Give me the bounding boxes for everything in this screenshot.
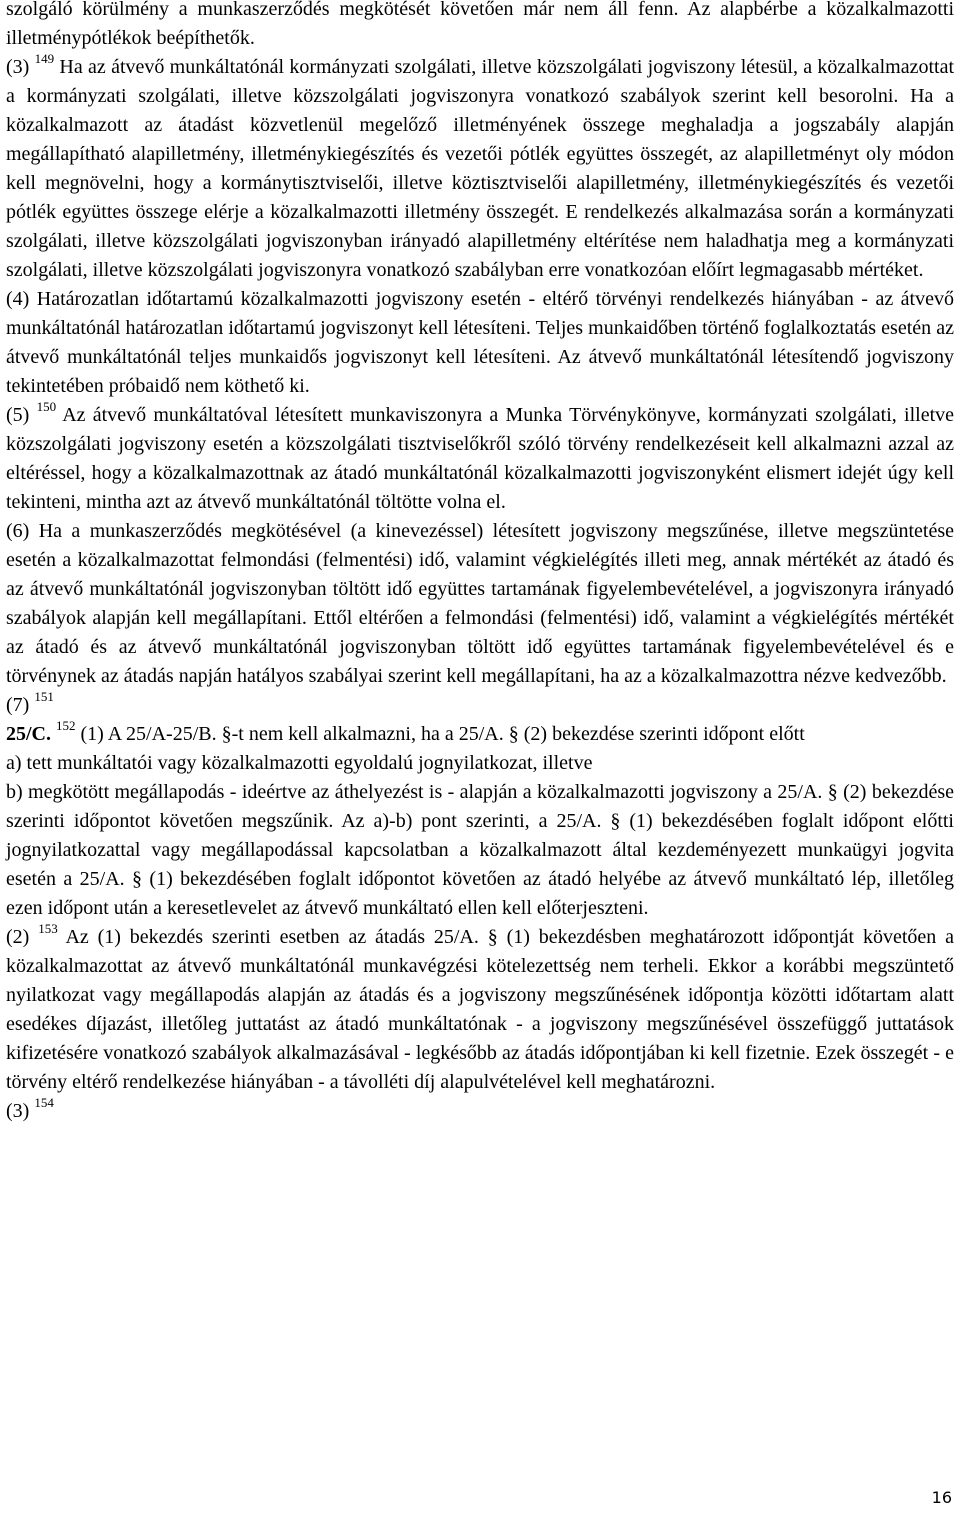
footnote-ref: 149 bbox=[34, 51, 55, 67]
section-number: 25/C. bbox=[6, 723, 51, 745]
footnote-ref: 151 bbox=[34, 689, 54, 705]
paragraph-label: (2) bbox=[6, 926, 30, 948]
document-body bbox=[6, 0, 954, 1126]
paragraph-label: (3) bbox=[6, 1100, 30, 1122]
page-number: 16 bbox=[931, 1488, 952, 1507]
footnote-ref: 150 bbox=[36, 399, 57, 415]
footnote-ref: 154 bbox=[34, 1095, 54, 1111]
footnote-ref: 153 bbox=[38, 921, 58, 937]
paragraph-6: (6) Ha a munkaszerződés megkötésével (a kinevezéssel) létesített jogviszony megszűnése, illetve megszüntetése esetén a közalkalmazottat felmondási (felmentési) idő, valamint végkielégítés illeti meg, annak mértékét az átadó és az átvevő munkáltatónál jogviszonyban töltött idő együttes tartamának figyelembevételével, a jogviszonyra irányadó szabályok alapján kell megállapítani. Ettől eltérően a felmondási (felmentési) idő, valamint a végkielégítés mértékét az átadó és az átvevő munkáltatónál jogviszonyban töltött idő együttes tartamának figyelembevételével és e törvénynek az átadás napján hatályos szabályai szerint kell megállapítani, ha az a közalkalmazottra nézve kedvezőbb. bbox=[6, 520, 954, 687]
section-25c bbox=[6, 720, 954, 749]
paragraph-label: (5) bbox=[6, 404, 30, 426]
paragraph-text: Ha az átvevő munkáltatónál kormányzati szolgálati, illetve közszolgálati jogviszony létesül, a közalkalmazottat a kormányzati szolgálati, illetve közszolgálati jogviszonyra vonatkozó szabályok szerint kell besorolni. Ha a közalkalmazott az átadást közvetlenül megelőző illetményének összege meghaladja a jogszabály alapján megállapítható alapilletmény, illetménykiegészítés és vezetői pótlék együttes összegét, az alapilletményt oly módon kell megnövelni, hogy a kormánytisztviselői, illetve köztisztviselői alapilletmény, illetménykiegészítés és vezetői pótlék együttes összege elérje a közalkalmazotti illetmény összegét. E rendelkezés alkalmazása során a kormányzati szolgálati, illetve közszolgálati jogviszonyban irányadó alapilletmény eltérítése nem haladhatja meg a kormányzati szolgálati, illetve közszolgálati jogviszonyra vonatkozó szabályban erre vonatkozóan előírt legmagasabb mértéket. bbox=[6, 56, 955, 281]
list-item-b: b) megkötött megállapodás - ideértve az áthelyezést is - alapján a közalkalmazotti jogviszony a 25/A. § (2) bekezdése szerinti időpontot követően megszűnik. Az a)-b) pont szerinti, a 25/A. § (1) bekezdésében foglalt időpont előtti jognyilatkozattal vagy megállapodással kapcsolatban a közalkalmazott által kezdeményezett munkaügyi jogvita esetén a 25/A. § (1) bekezdésében foglalt időpontot követően az átadó helyébe az átvevő munkáltató lép, illetőleg ezen időpont után a keresetlevelet az átvevő munkáltató ellen kell előterjeszteni. bbox=[6, 781, 954, 919]
footnote-ref: 152 bbox=[56, 718, 76, 734]
paragraph-3 bbox=[6, 53, 954, 285]
section-25c-paragraph-3 bbox=[6, 1097, 954, 1126]
paragraph-text: Az átvevő munkáltatóval létesített munkaviszonyra a Munka Törvénykönyve, kormányzati szolgálati, illetve közszolgálati jogviszony esetén a közszolgálati tisztviselőkről szóló törvény rendelkezéseit kell alkalmazni azzal az eltéréssel, hogy a közalkalmazottnak az átadó munkáltatónál közalkalmazotti jogviszonyként elismert idejét úgy kell tekinteni, mintha azt az átvevő munkáltatónál töltötte volna el. bbox=[6, 404, 955, 513]
paragraph-text: (1) A 25/A-25/B. §-t nem kell alkalmazni, ha a 25/A. § (2) bekezdése szerinti időpont előtt bbox=[80, 723, 805, 745]
paragraph-5 bbox=[6, 401, 954, 517]
paragraph-label: (3) bbox=[6, 56, 30, 78]
paragraph-7 bbox=[6, 691, 954, 720]
section-25c-paragraph-2 bbox=[6, 923, 954, 1097]
list-item-a: a) tett munkáltatói vagy közalkalmazotti egyoldalú jognyilatkozat, illetve bbox=[6, 752, 593, 774]
paragraph-continuation: szolgáló körülmény a munkaszerződés megkötését követően már nem áll fenn. Az alapbérbe a közalkalmazotti illetménypótlékok beépíthetők. bbox=[6, 0, 954, 49]
paragraph-4: (4) Határozatlan időtartamú közalkalmazotti jogviszony esetén - eltérő törvényi rendelkezés hiányában - az átvevő munkáltatónál határozatlan időtartamú jogviszonyt kell létesíteni. Teljes munkaidőben történő foglalkoztatás esetén az átvevő munkáltatónál teljes munkaidős jogviszonyt kell létesíteni. Az átvevő munkáltatónál létesítendő jogviszony tekintetében próbaidő nem köthető ki. bbox=[6, 288, 954, 397]
paragraph-text: Az (1) bekezdés szerinti esetben az átadás 25/A. § (1) bekezdésben meghatározott időpontját követően a közalkalmazottat az átvevő munkáltatónál munkavégzési kötelezettség nem terheli. Ekkor a korábbi megszüntető nyilatkozat vagy megállapodás alapján az átadás és a jogviszony megszűnésének időpontja közötti időtartam alatt esedékes díjazást, illetőleg juttatást az átadó munkáltatónak - a jogviszony megszűnésével összefüggő juttatások kifizetésére vonatkozó szabályok alkalmazásával - legkésőbb az átadás időpontjában ki kell fizetnie. Ezek összegét - e törvény eltérő rendelkezése hiányában - a távolléti díj alapulvételével kell meghatározni. bbox=[6, 926, 954, 1093]
paragraph-label: (7) bbox=[6, 694, 30, 716]
